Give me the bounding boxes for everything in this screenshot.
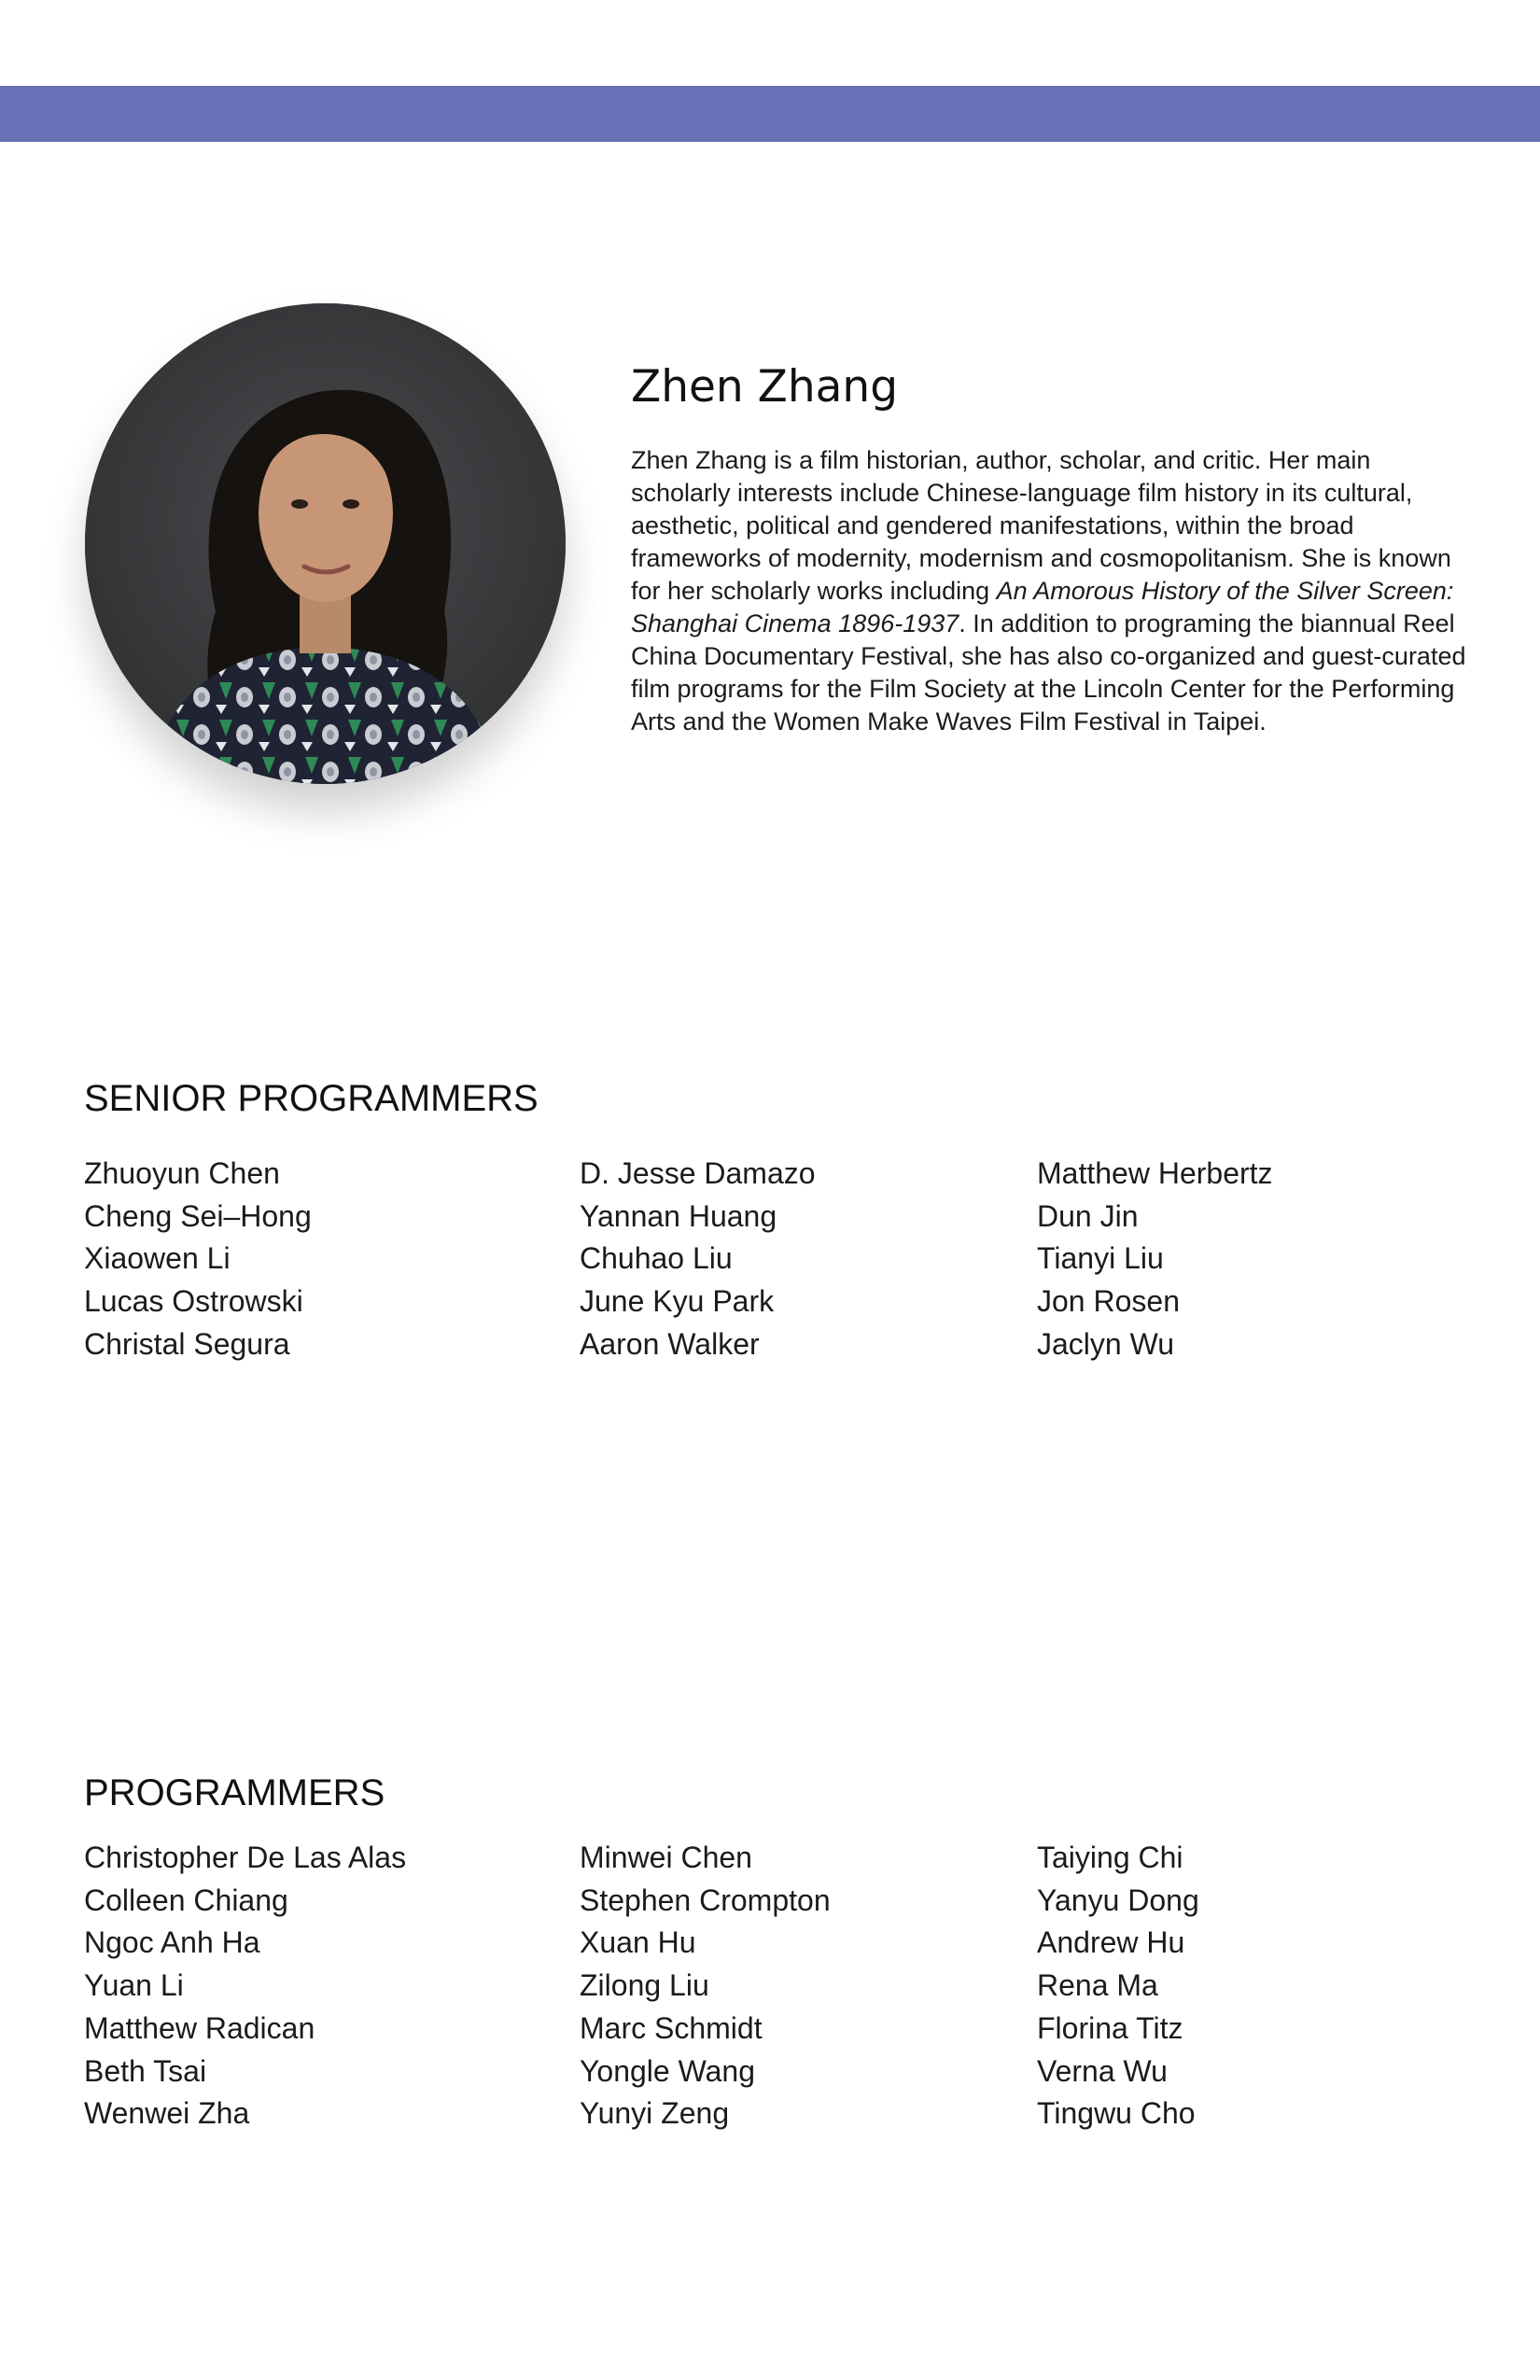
list-item: Taiying Chi (1037, 1841, 1183, 1874)
profile-bio (631, 444, 1471, 738)
list-item: Zhuoyun Chen (84, 1156, 280, 1190)
list-item: Colleen Chiang (84, 1883, 288, 1917)
list-item: Yannan Huang (580, 1198, 777, 1233)
list-item: Beth Tsai (84, 2053, 207, 2088)
list-item: Wenwei Zha (84, 2096, 250, 2131)
list-item: Yongle Wang (580, 2053, 755, 2088)
list-item: Xuan Hu (580, 1925, 696, 1960)
list-item: Dun Jin (1037, 1198, 1139, 1233)
list-item: Yuan Li (84, 1968, 184, 2003)
programmers-column-2 (580, 1837, 831, 2135)
list-item: Florina Titz (1037, 2010, 1183, 2045)
list-item: Christal Segura (84, 1326, 290, 1361)
list-item: June Kyu Park (580, 1284, 775, 1319)
bio-text-part-1: Zhen Zhang is a film historian, author, scholar, and critic. Her main scholarly interests include Chinese-language film history in its cultural, aesthetic, political and gendered manifestations, within the broad frameworks of modernity, modernism and cosmopolitanism. She is known for her scholarly works including (631, 446, 1451, 605)
list-item: Aaron Walker (580, 1326, 760, 1361)
senior-column-3 (1037, 1153, 1273, 1366)
senior-column-1 (84, 1153, 312, 1366)
portrait-photo (85, 303, 566, 784)
list-item: Rena Ma (1037, 1968, 1158, 2003)
list-item: Chuhao Liu (580, 1241, 733, 1276)
list-item: Yunyi Zeng (580, 2096, 730, 2131)
list-item: Christopher De Las Alas (84, 1841, 407, 1874)
portrait-illustration (85, 303, 566, 784)
list-item: Jaclyn Wu (1037, 1326, 1175, 1361)
programmers-heading: PROGRAMMERS (84, 1772, 385, 1813)
programmers-column-3 (1037, 1837, 1199, 2135)
list-item: Ngoc Anh Ha (84, 1925, 260, 1960)
list-item: D. Jesse Damazo (580, 1156, 816, 1190)
list-item: Jon Rosen (1037, 1284, 1180, 1319)
list-item: Zilong Liu (580, 1968, 709, 2003)
bio-book-title: An Amorous History of the Silver Screen: Shanghai Cinema 1896-1937 (631, 577, 1454, 637)
list-item: Andrew Hu (1037, 1925, 1185, 1960)
senior-column-2 (580, 1153, 816, 1366)
programmers-column-1 (84, 1837, 406, 2135)
list-item: Marc Schmidt (580, 2010, 763, 2045)
list-item: Yanyu Dong (1037, 1883, 1199, 1917)
list-item: Lucas Ostrowski (84, 1284, 303, 1319)
header-band (0, 86, 1540, 142)
list-item: Tingwu Cho (1037, 2096, 1196, 2131)
list-item: Verna Wu (1037, 2053, 1168, 2088)
list-item: Matthew Radican (84, 2010, 315, 2045)
bio-text-part-2: . In addition to programing the biannual Reel China Documentary Festival, she has also co-organized and guest-curated film programs for the Film Society at the Lincoln Center for the Performing Arts and the Women Make Waves Film Festival in Taipei. (631, 609, 1466, 735)
list-item: Minwei Chen (580, 1841, 752, 1874)
list-item: Cheng Sei–Hong (84, 1198, 312, 1233)
list-item: Tianyi Liu (1037, 1241, 1164, 1276)
list-item: Xiaowen Li (84, 1241, 231, 1276)
senior-programmers-heading: SENIOR PROGRAMMERS (84, 1078, 539, 1119)
list-item: Matthew Herbertz (1037, 1156, 1273, 1190)
profile-name: Zhen Zhang (631, 361, 899, 413)
list-item: Stephen Crompton (580, 1883, 831, 1917)
